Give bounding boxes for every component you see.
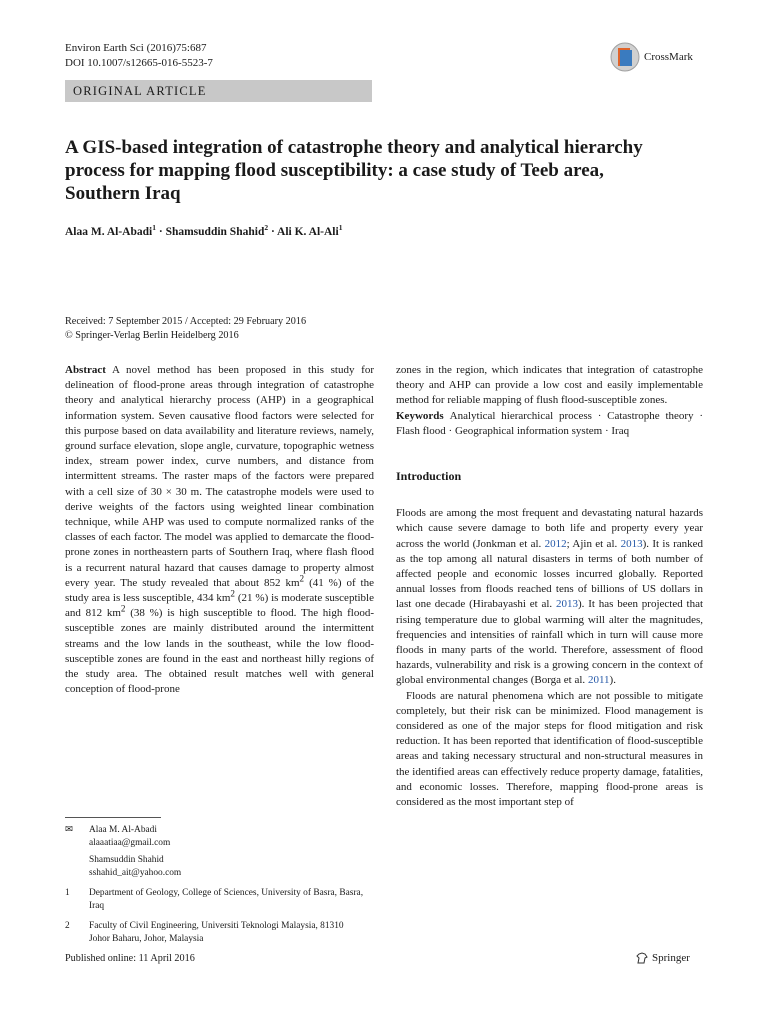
author-affiliation-mark: 1 [152,223,156,233]
citation-link[interactable]: 2012 [544,537,567,550]
intro-text: ). It has been projected that rising temperature due to global warming will alter the magnitudes, frequencies and intensities of rainfall which in turn will cause more floods in many parts of the world. Therefore, assessment of flood hazards, vulnerability and risk is a growing concern in the context of global environmental changes (Borga et al. [396,598,704,687]
author-name[interactable]: Shamsuddin Shahid [165,226,265,238]
keywords-paragraph [396,409,703,439]
superscript: 2 [299,573,305,584]
footnote-divider [65,817,161,818]
author-affiliation-mark: 1 [338,223,343,233]
abstract-text: A novel method has been proposed in this study for delineation of flood-prone areas through integration of catastrophe theory and analytical hierarchy process (AHP) in a geographical information system. Seven causative flood factors were selected for this purpose based on data availability and literature reviews, namely, ground surface elevation, slope angle, curvature, topographic wetness index, stream power index, curve numbers, and distance from intermittent streams. The raster maps of the factors were prepared with a cell size of 30 × 30 m. The catastrophe models were used to derive weights of the factors using weighted linear combination technique, while AHP was used to compute normalized ranks of the classes of each factor. The model was applied to demarcate the flood-prone zones in northeastern parts of Southern Iraq, where flash flood is a recurrent natural hazard that causes damage to property almost every year. The study revealed that about 852 km [65,364,374,589]
intro-text: ). It is ranked as the top among all natural disasters in terms of both number of affected people and economic losses incurred globally. Reported annual losses from floods reached tens of billions of US dollars in last one decade (Hirabayashi et al. [396,537,703,611]
intro-text: ). [609,674,616,687]
doi-line[interactable]: DOI 10.1007/s12665-016-5523-7 [65,57,213,69]
author-separator: · [268,226,278,238]
crossmark-badge[interactable] [610,40,693,74]
affiliation-mark: 2 [65,921,70,931]
abstract-continuation: zones in the region, which indicates that integration of catastrophe theory and AHP can provide a low cost and easily implementable method for reliable mapping of flush flood-susceptible zones. [396,364,703,407]
publisher-logo [635,951,690,965]
citation-link[interactable]: 2013 [555,598,578,611]
springer-horse-icon [635,951,649,965]
journal-citation [65,41,213,71]
introduction-heading: Introduction [396,469,462,484]
abstract-text: (21 %) is moderate susceptible and 812 km [65,592,374,620]
author-name[interactable]: Ali K. Al-Ali [277,226,339,238]
contact-email[interactable]: alaaatiaa@gmail.com [89,837,171,848]
introduction-paragraph [396,506,703,688]
footnotes [65,824,365,945]
abstract-paragraph [65,363,374,697]
contact-name: Alaa M. Al-Abadi [89,825,157,835]
affiliation-text: Department of Geology, College of Sciences, University of Basra, Basra, Iraq [89,888,364,911]
journal-line: Environ Earth Sci (2016)75:687 [65,42,207,54]
received-accepted: Received: 7 September 2015 / Accepted: 29 February 2016 [65,316,307,327]
citation-link[interactable]: 2011 [587,674,610,687]
article-type-banner: ORIGINAL ARTICLE [65,80,372,102]
abstract-text: (41 %) of the study area is less susceptible, 434 km [65,576,374,605]
citation-link[interactable]: 2013 [620,537,643,550]
intro-text: Floods are among the most frequent and devastating natural hazards which cause severe damage to both life and property every year across the world (Jonkman et al. [396,507,703,550]
crossmark-label: CrossMark [644,51,693,63]
abstract-text: (38 %) is high susceptible to flood. The high flood-susceptible zones are mainly distributed around the intermittent streams and the low lands in the southeast, while the low flood-susceptible zones are found in the east and northeast hilly regions of the study area. The obtained result matches well with general conception of flood-prone [65,607,374,696]
affiliation-mark: 1 [65,888,70,898]
article-dates [65,315,306,343]
abstract-column [65,363,374,697]
crossmark-logo-icon [610,40,640,74]
keywords-text: Analytical hierarchical process · Catastrophe theory · Flash flood · Geographical information system · Iraq [396,409,703,437]
keywords-label: Keywords [396,409,444,422]
author-name[interactable]: Alaa M. Al-Abadi [65,226,153,238]
author-separator: · [155,226,166,238]
intro-text: ; Ajin et al. [566,537,621,550]
published-date: Published online: 11 April 2016 [65,953,195,964]
contact-email[interactable]: sshahid_ait@yahoo.com [89,867,182,878]
envelope-icon: ✉ [65,825,73,835]
affiliation [65,920,365,945]
publisher-name: Springer [652,952,690,964]
introduction-paragraph: Floods are natural phenomena which are not possible to mitigate completely, but their risk can be minimized. Flood management is considered as one of the major steps for flood mitigation and risk reduction. It has been reported that identification of flood-susceptible areas and taking necessary structural and non-structural measures in the identified areas can effectively reduce property damage, fatalities, and economic losses. Therefore, mapping flood-prone areas is considered as the most important step of [396,689,703,809]
author-list [65,223,343,238]
affiliation [65,887,365,912]
author-affiliation-mark: 2 [264,223,269,233]
abstract-label: Abstract [65,364,106,376]
author-contact [65,824,365,879]
superscript: 2 [120,603,126,614]
right-column [396,363,703,810]
affiliation-text: Faculty of Civil Engineering, Universiti Teknologi Malaysia, 81310 Johor Baharu, Johor, Malaysia [89,921,344,944]
superscript: 2 [230,588,235,599]
copyright: © Springer-Verlag Berlin Heidelberg 2016 [65,330,239,341]
article-title: A GIS-based integration of catastrophe theory and analytical hierarchy process for mapping flood susceptibility: a case study of Teeb area, Southern Iraq [65,137,643,204]
contact-name: Shamsuddin Shahid [89,855,164,865]
